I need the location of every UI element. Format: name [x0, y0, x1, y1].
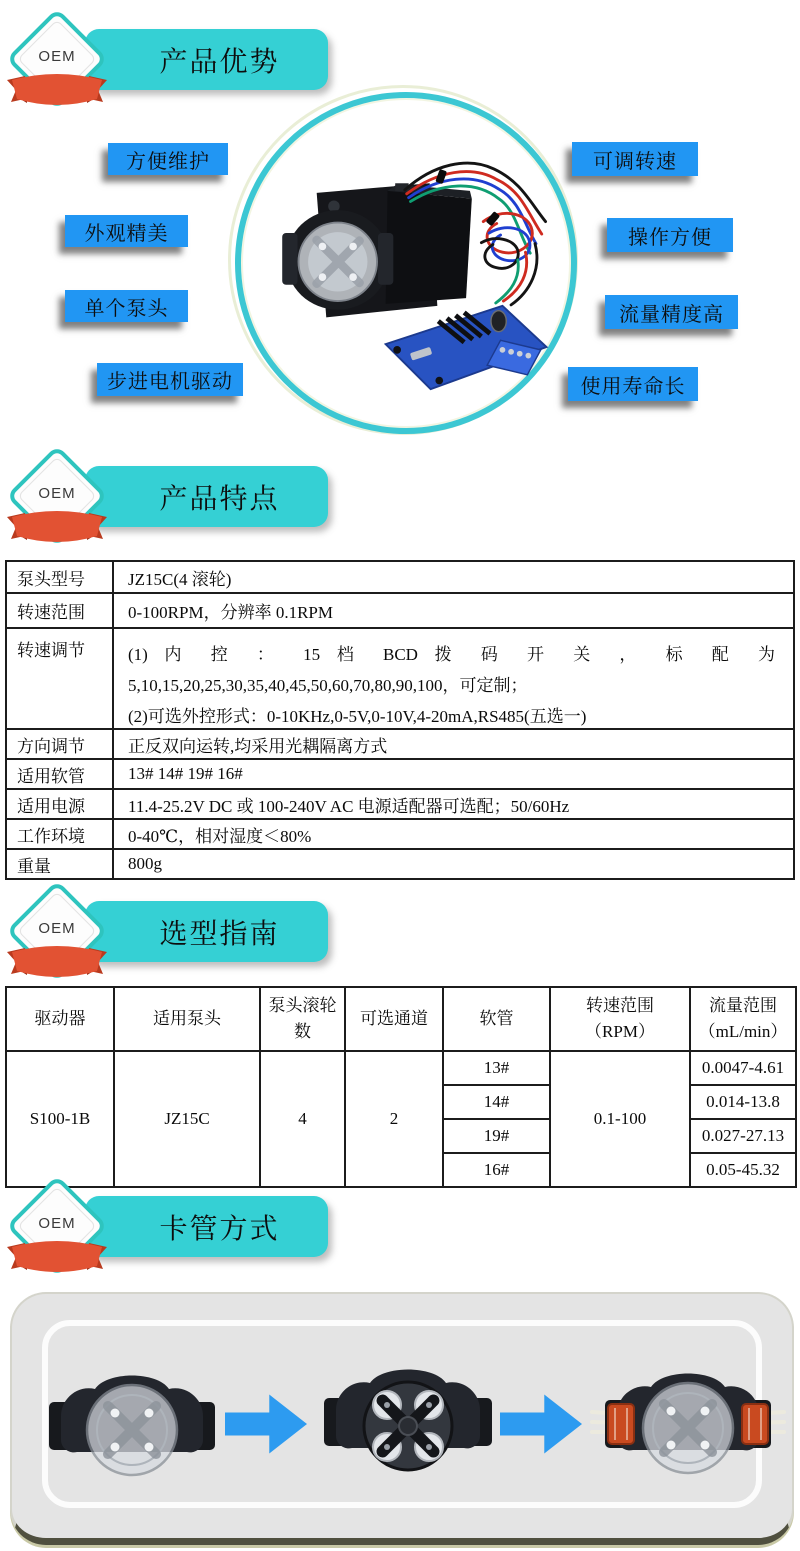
control-board: [386, 306, 547, 389]
spec-value: 0-40℃，相对湿度＜80%: [128, 826, 312, 846]
oem-label: OEM: [38, 485, 76, 502]
oem-label: OEM: [38, 1215, 76, 1232]
table-row: [6, 593, 794, 628]
advantage-text: 可调转速: [593, 150, 677, 173]
spec-value: JZ15C(4 滚轮): [128, 569, 232, 589]
section-title-bar: [85, 466, 328, 527]
flow-cell: 0.05-45.32: [690, 1153, 796, 1187]
spec-value-line: 5,10,15,20,25,30,35,40,45,50,60,70,80,90,100，可定制；: [128, 676, 528, 695]
tube-cell: 16#: [443, 1153, 550, 1187]
spec-label: 适用软管: [17, 766, 85, 786]
rollers-cell: 4: [260, 1051, 345, 1187]
tube-cell: 14#: [443, 1085, 550, 1119]
clamping-panel: [10, 1292, 794, 1545]
flow-cell: 0.0047-4.61: [690, 1051, 796, 1085]
col-header-unit: （RPM）: [585, 1022, 655, 1041]
selection-table: [5, 986, 797, 1188]
table-row: [6, 561, 794, 593]
section-title: 卡管方式: [159, 1212, 280, 1244]
flow-cell: 0.014-13.8: [690, 1085, 796, 1119]
ribbon-icon: [5, 1234, 109, 1276]
col-header: 可选通道: [345, 987, 443, 1051]
channels-cell: 2: [345, 1051, 443, 1187]
section-title-bar: [85, 901, 328, 962]
spec-value-line: (1) 内 控 ： 15 档 BCD 拨 码 开 关 ， 标 配 为: [128, 645, 775, 664]
col-header: 驱动器: [6, 987, 114, 1051]
table-row: [6, 628, 794, 729]
section-title-bar: [85, 1196, 328, 1257]
col-header: [690, 987, 796, 1051]
advantage-label: [568, 367, 698, 401]
col-header-unit: （mL/min）: [698, 1022, 788, 1041]
speed-cell: 0.1-100: [550, 1051, 690, 1187]
spec-value: 0-100RPM，分辨率 0.1RPM: [128, 603, 333, 622]
section-header-features: [0, 449, 340, 561]
table-row: [6, 819, 794, 849]
advantage-label: [108, 143, 228, 175]
section-header-selection: [0, 884, 340, 996]
table-row: [6, 789, 794, 819]
advantage-text: 方便维护: [126, 150, 210, 173]
ribbon-icon: [5, 67, 109, 109]
spec-value: 11.4-25.2V DC 或 100-240V AC 电源适配器可选配；50/60Hz: [128, 796, 570, 816]
spec-label: 重量: [17, 856, 51, 876]
advantage-label: [65, 215, 188, 247]
tube-cell: 13#: [443, 1051, 550, 1085]
advantage-text: 操作方便: [628, 226, 712, 249]
advantage-text: 使用寿命长: [580, 375, 686, 398]
col-header: 软管: [443, 987, 550, 1051]
spec-label: 方向调节: [17, 736, 85, 756]
advantage-label: [572, 142, 698, 176]
table-row: [6, 849, 794, 879]
advantage-text: 外观精美: [84, 222, 169, 245]
spec-label: 工作环境: [17, 826, 85, 846]
table-row: [6, 729, 794, 759]
pump-head-with-tubes-illustration: [590, 1360, 786, 1484]
tube-cell: 19#: [443, 1119, 550, 1153]
section-title: 产品优势: [159, 45, 280, 77]
ribbon-icon: [5, 504, 109, 546]
section-title: 选型指南: [159, 917, 280, 949]
table-row: [6, 1051, 796, 1085]
spec-value: 正反双向运转,均采用光耦隔离方式: [128, 736, 388, 756]
col-header-text: 转速范围: [586, 996, 654, 1015]
advantage-label: [97, 363, 243, 396]
advantage-text: 单个泵头: [84, 297, 169, 320]
pump-head-closed-illustration: [47, 1362, 217, 1484]
spec-label: 泵头型号: [17, 569, 85, 589]
advantage-label: [65, 290, 188, 322]
pump-cell: JZ15C: [114, 1051, 260, 1187]
spec-value: 800g: [128, 854, 162, 873]
col-header-text: 流量范围: [709, 996, 777, 1015]
spec-label: 转速调节: [17, 641, 85, 660]
advantage-label: [605, 295, 738, 329]
section-header-clamping: [0, 1179, 340, 1291]
advantage-text: 流量精度高: [619, 303, 724, 326]
driver-cell: S100-1B: [6, 1051, 114, 1187]
product-photo: [242, 99, 558, 415]
spec-label: 适用电源: [17, 796, 85, 816]
flow-cell: 0.027-27.13: [690, 1119, 796, 1153]
col-header: 泵头滚轮数: [260, 987, 345, 1051]
col-header: [550, 987, 690, 1051]
section-title: 产品特点: [159, 482, 280, 514]
table-header-row: [6, 987, 796, 1051]
spec-label: 转速范围: [17, 603, 85, 622]
spec-table: [5, 560, 795, 880]
ribbon-icon: [5, 939, 109, 981]
oem-label: OEM: [38, 48, 76, 65]
advantage-text: 步进电机驱动: [107, 371, 233, 393]
spec-value: 13# 14# 19# 16#: [128, 764, 243, 783]
oem-label: OEM: [38, 920, 76, 937]
col-header: 适用泵头: [114, 987, 260, 1051]
advantage-label: [607, 218, 733, 252]
spec-value-line: (2)可选外控形式：0-10KHz,0-5V,0-10V,4-20mA,RS485(五选一): [128, 707, 587, 726]
table-row: [6, 759, 794, 789]
pump-head-open-illustration: [320, 1354, 496, 1484]
section-title-bar: [85, 29, 328, 90]
